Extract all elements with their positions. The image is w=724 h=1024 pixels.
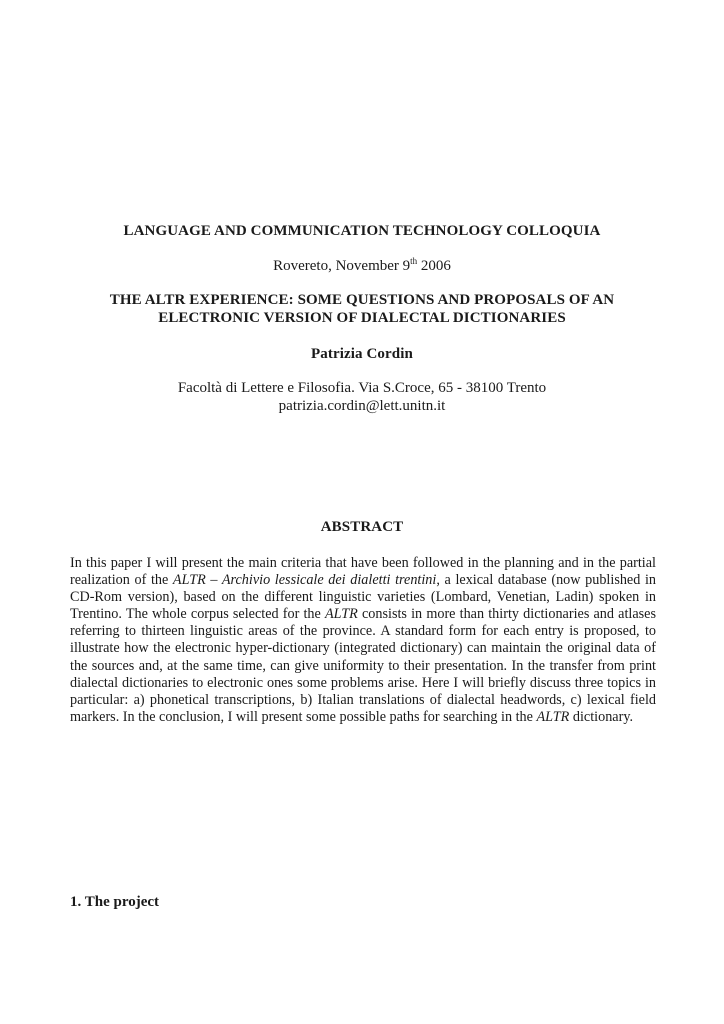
dateline-year: 2006: [417, 258, 451, 274]
abstract-line: [70, 658, 656, 675]
abstract-text: illustrate how the electronic hyper-dictionary (integrated dictionary) can maintain the original data of: [70, 640, 656, 657]
abstract-text: dialectal dictionaries to electronic ones some problems arise. Here I will briefly discuss three topics in: [70, 674, 656, 691]
abstract-italic-term: ALTR: [324, 606, 358, 623]
dateline: [0, 257, 724, 275]
abstract-line: [70, 692, 656, 709]
abstract-body: [70, 555, 656, 726]
abstract-line: [70, 623, 656, 640]
abstract-text: referring to thirteen linguistic areas of the province. A standard form for each entry is proposed, to: [70, 623, 656, 640]
abstract-line: [70, 572, 656, 589]
abstract-line: [70, 640, 656, 657]
abstract-text: CD-Rom version), based on the different linguistic varieties (Lombard, Venetian, Ladin) spoken in: [70, 589, 656, 606]
author-name: Patrizia Cordin: [311, 346, 413, 362]
abstract-text: markers. In the conclusion, I will present some possible paths for searching in the: [70, 708, 537, 725]
abstract-line: [70, 555, 656, 572]
abstract-line: [70, 606, 656, 623]
abstract-text: realization of the: [70, 572, 173, 589]
abstract-italic-term: ALTR – Archivio lessicale dei dialetti trentini: [172, 572, 437, 589]
paper-title-line-2: ELECTRONIC VERSION OF DIALECTAL DICTIONARIES: [158, 310, 566, 326]
abstract-text: the sources and, at the same time, can give uniformity to their presentation. In the transfer from print: [70, 657, 656, 674]
abstract-text: , a lexical database (now published in: [436, 572, 656, 589]
abstract-line: [70, 709, 656, 726]
abstract-line: [70, 675, 656, 692]
section-heading: 1. The project: [70, 894, 160, 910]
abstract-text: Trentino. The whole corpus selected for the: [70, 606, 325, 623]
conference-title: LANGUAGE AND COMMUNICATION TECHNOLOGY COLLOQUIA: [123, 223, 601, 239]
abstract-text: consists in more than thirty dictionaries and atlases: [357, 606, 656, 623]
dateline-ordinal: th: [410, 256, 418, 266]
abstract-text: dictionary.: [569, 708, 634, 725]
abstract-italic-term: ALTR: [536, 708, 570, 725]
dateline-text: Rovereto, November 9: [273, 258, 411, 274]
abstract-text: particular: a) phonetical transcriptions, b) Italian translations of dialectal headwords, c) lexical field: [70, 691, 656, 708]
affiliation: [0, 379, 724, 415]
abstract-line: [70, 589, 656, 606]
paper-title-line-1: THE ALTR EXPERIENCE: SOME QUESTIONS AND PROPOSALS OF AN: [109, 292, 615, 308]
affiliation-address: Facoltà di Lettere e Filosofia. Via S.Croce, 65 - 38100 Trento: [177, 380, 547, 396]
abstract-text: In this paper I will present the main criteria that have been followed in the planning and in the partial: [70, 555, 656, 571]
abstract-heading: ABSTRACT: [320, 519, 404, 535]
author-email: patrizia.cordin@lett.unitn.it: [278, 398, 446, 414]
paper-title: [0, 291, 724, 327]
